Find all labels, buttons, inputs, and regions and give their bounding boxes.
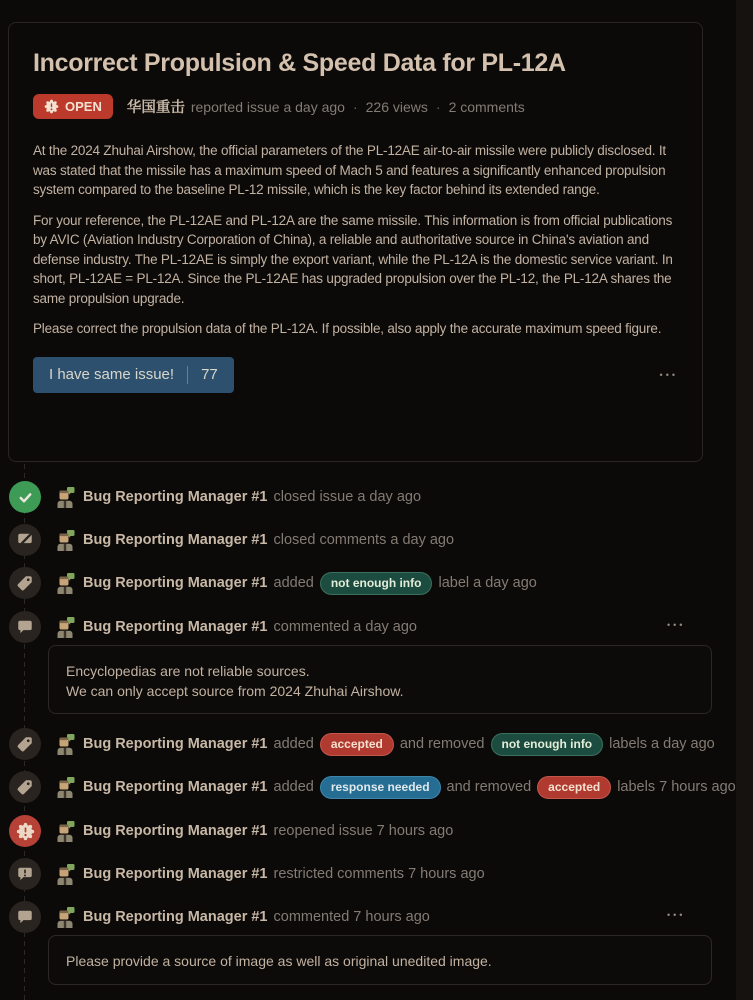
tag-icon: [9, 771, 41, 803]
issue-body: [33, 141, 678, 339]
event-text: added: [273, 779, 314, 795]
timeline-event-restricted-comments: [9, 858, 485, 890]
status-label: OPEN: [65, 99, 102, 114]
event-text: added: [273, 575, 314, 591]
timeline-event-added-label: [9, 567, 537, 599]
tag-icon: [9, 567, 41, 599]
avatar[interactable]: [55, 864, 75, 885]
comment-menu-icon[interactable]: •••: [667, 910, 686, 920]
actor-name[interactable]: Bug Reporting Manager #1: [83, 532, 268, 548]
avatar[interactable]: [55, 777, 75, 798]
timeline-event-labels-changed: [9, 771, 736, 803]
actor-name[interactable]: Bug Reporting Manager #1: [83, 575, 268, 591]
actor-name[interactable]: Bug Reporting Manager #1: [83, 489, 268, 505]
page-title: Incorrect Propulsion & Speed Data for PL-12A: [33, 49, 566, 77]
actor-name[interactable]: Bug Reporting Manager #1: [83, 779, 268, 795]
comment-menu-icon[interactable]: •••: [667, 620, 686, 630]
actor-name[interactable]: Bug Reporting Manager #1: [83, 909, 268, 925]
comment-line: We can only accept source from 2024 Zhuhai Airshow.: [66, 683, 404, 699]
event-text: label a day ago: [438, 575, 537, 591]
meta-separator: ·: [352, 98, 358, 115]
comment-slash-icon: [9, 524, 41, 556]
label-accepted[interactable]: accepted: [537, 776, 611, 799]
timeline-event-commented: [9, 901, 430, 933]
avatar[interactable]: [55, 734, 75, 755]
issue-meta-row: [33, 94, 678, 119]
avatar[interactable]: [55, 821, 75, 842]
label-response-needed[interactable]: response needed: [320, 776, 441, 799]
comment-exclaim-icon: [9, 858, 41, 890]
event-text: labels 7 hours ago: [617, 779, 736, 795]
issue-action-row: [33, 357, 678, 393]
timeline-event-closed-comments: [9, 524, 454, 556]
actor-name[interactable]: Bug Reporting Manager #1: [83, 736, 268, 752]
label-accepted[interactable]: accepted: [320, 733, 394, 756]
button-divider: [187, 366, 188, 384]
views-count: 226 views: [365, 98, 428, 115]
comment-line: Please provide a source of image as well as original unedited image.: [66, 953, 492, 969]
event-text: labels a day ago: [609, 736, 715, 752]
timeline-event-closed-issue: [9, 481, 421, 513]
avatar[interactable]: [55, 573, 75, 594]
scrollbar-track[interactable]: [736, 0, 753, 1000]
event-text: added: [273, 736, 314, 752]
actor-name[interactable]: Bug Reporting Manager #1: [83, 866, 268, 882]
issue-paragraph: For your reference, the PL-12AE and PL-12A are the same missile. This information is from official publications by AVIC (Aviation Industry Corporation of China), a reliable and authoritative source in China's aviation and defense industry. The PL-12AE is simply the export variant, while the PL-12A is the domestic service variant. In short, PL-12AE = PL-12A. Since the PL-12AE has upgraded propulsion over the PL-12, the PL-12A shares the same propulsion upgrade.: [33, 212, 673, 306]
event-text: closed comments a day ago: [273, 532, 455, 548]
event-text: closed issue a day ago: [273, 489, 422, 505]
issue-reopened-icon: [9, 815, 41, 847]
timeline-event-labels-changed: [9, 728, 715, 760]
meta-separator: ·: [435, 98, 441, 115]
event-text: commented a day ago: [273, 619, 417, 635]
avatar[interactable]: [55, 487, 75, 508]
issue-card: [8, 22, 703, 462]
same-issue-label: I have same issue!: [49, 366, 175, 383]
event-text: and removed: [446, 779, 532, 795]
comment-icon: [9, 611, 41, 643]
issue-open-icon: [44, 99, 59, 114]
tag-icon: [9, 728, 41, 760]
actor-name[interactable]: Bug Reporting Manager #1: [83, 619, 268, 635]
avatar[interactable]: [55, 907, 75, 928]
label-not-enough-info[interactable]: not enough info: [491, 733, 604, 756]
issue-paragraph: At the 2024 Zhuhai Airshow, the official parameters of the PL-12AE air-to-air missile were publicly disclosed. It was stated that the missile has a maximum speed of Mach 5 and features a significantly enhanced propulsion system compared to the baseline PL-12 missile, which is the key factor behind its extended range.: [33, 143, 666, 197]
reporter-name[interactable]: 华国重击: [126, 100, 185, 116]
issue-closed-icon: [9, 481, 41, 513]
actor-name[interactable]: Bug Reporting Manager #1: [83, 823, 268, 839]
reported-meta: reported issue a day ago: [190, 98, 345, 115]
comment-line: Encyclopedias are not reliable sources.: [66, 663, 310, 679]
avatar[interactable]: [55, 617, 75, 638]
label-not-enough-info[interactable]: not enough info: [320, 572, 433, 595]
avatar[interactable]: [55, 530, 75, 551]
same-issue-button[interactable]: [33, 357, 234, 393]
comments-count: 2 comments: [448, 98, 525, 115]
timeline-event-commented: [9, 611, 417, 643]
timeline-event-reopened: [9, 815, 453, 847]
status-badge: [33, 94, 113, 119]
event-text: restricted comments 7 hours ago: [273, 866, 485, 882]
same-issue-count: 77: [201, 366, 218, 383]
comment-body: [48, 935, 712, 985]
issue-paragraph: Please correct the propulsion data of the PL-12A. If possible, also apply the accurate maximum speed figure.: [33, 321, 662, 336]
event-text: and removed: [399, 736, 485, 752]
event-text: commented 7 hours ago: [273, 909, 430, 925]
comment-body: [48, 645, 712, 714]
comment-icon: [9, 901, 41, 933]
more-options-icon[interactable]: •••: [659, 369, 678, 380]
event-text: reopened issue 7 hours ago: [273, 823, 454, 839]
